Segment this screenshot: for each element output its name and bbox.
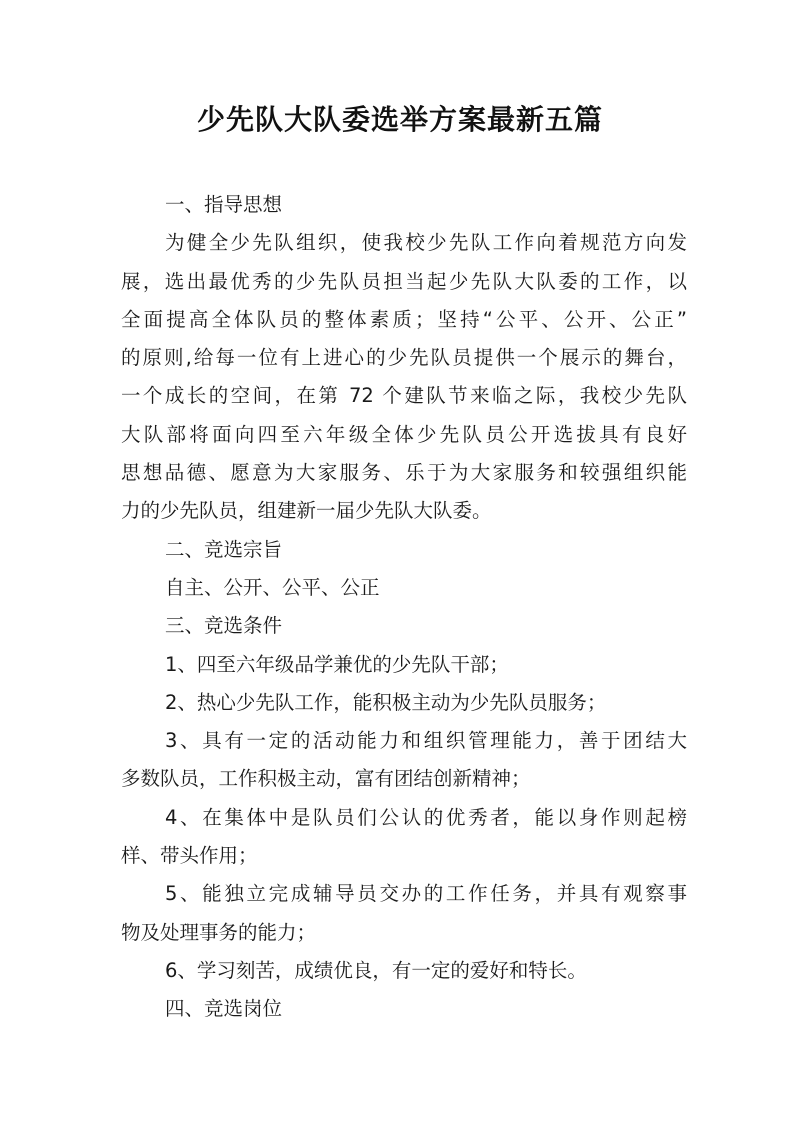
- list-item: 1、四至六年级品学兼优的少先队干部；: [165, 652, 509, 676]
- paragraph-line: 大队部将面向四至六年级全体少先队员公开选拔具有良好: [121, 422, 687, 446]
- list-item: 3、具有一定的活动能力和组织管理能力，善于团结大: [165, 729, 687, 753]
- section-heading-guiding-ideology: 一、指导思想: [165, 193, 283, 216]
- list-item-continuation: 样、带头作用；: [121, 844, 258, 868]
- paragraph-line: 自主、公开、公平、公正: [165, 575, 380, 599]
- list-item: 5、能独立完成辅导员交办的工作任务，并具有观察事: [165, 882, 687, 906]
- list-item: 6、学习刻苦，成绩优良，有一定的爱好和特长。: [165, 958, 587, 982]
- paragraph-line: 展，选出最优秀的少先队员担当起少先队大队委的工作，以: [121, 269, 687, 293]
- paragraph-line: 的原则,给每一位有上进心的少先队员提供一个展示的舞台，: [121, 346, 687, 370]
- list-item: 4、在集体中是队员们公认的优秀者，能以身作则起榜: [165, 805, 687, 829]
- paragraph-line: 思想品德、愿意为大家服务、乐于为大家服务和较强组织能: [121, 461, 687, 485]
- section-heading-conditions: 三、竞选条件: [165, 614, 283, 638]
- section-heading-positions: 四、竞选岗位: [165, 997, 283, 1021]
- list-item-continuation: 多数队员，工作积极主动，富有团结创新精神；: [121, 767, 531, 791]
- section-heading-purpose: 二、竞选宗旨: [165, 537, 283, 561]
- document-body: [121, 186, 687, 1029]
- list-item-continuation: 物及处理事务的能力；: [121, 920, 317, 944]
- paragraph-line: 一个成长的空间，在第 72 个建队节来临之际，我校少先队: [121, 384, 687, 408]
- paragraph-line: 力的少先队员，组建新一届少先队大队委。: [121, 499, 492, 523]
- paragraph-line: 全面提高全体队员的整体素质；坚持“公平、公开、公正”: [121, 307, 687, 331]
- document-title: 少先队大队委选举方案最新五篇: [196, 103, 603, 136]
- paragraph-line: 为健全少先队组织，使我校少先队工作向着规范方向发: [165, 231, 687, 255]
- list-item: 2、热心少先队工作，能积极主动为少先队员服务；: [165, 690, 607, 714]
